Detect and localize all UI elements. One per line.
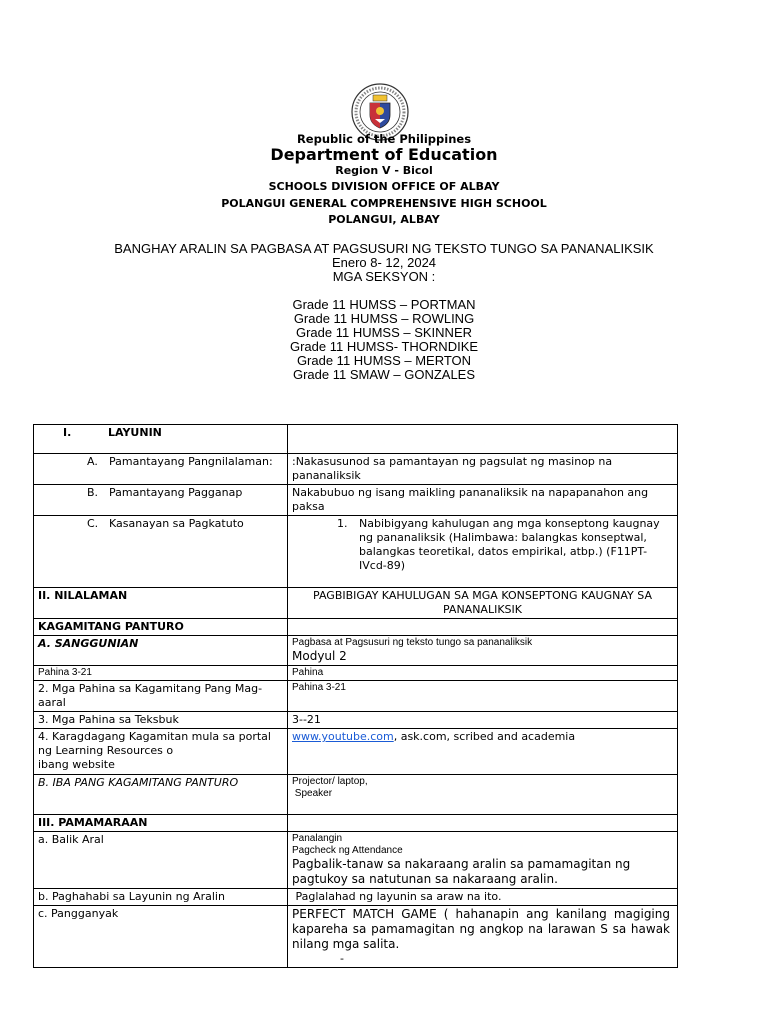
table-row: [34, 454, 678, 485]
sections-label: MGA SEKSYON :: [332, 269, 436, 284]
pamantayang-pangnilalaman-label: Pamantayang Pangnilalaman:: [109, 455, 273, 468]
youtube-link[interactable]: www.youtube.com: [292, 730, 394, 743]
table-row: [34, 712, 678, 729]
pamantayang-pangnilalaman-value: :Nakasusunod sa pamantayan ng pagsulat ng masinop na pananaliksik: [288, 454, 678, 485]
header-department: Department of Education: [270, 145, 498, 164]
table-row: [34, 425, 678, 454]
iba-pang-kagamitan-label: B. IBA PANG KAGAMITANG PANTURO: [34, 775, 288, 815]
karagdagang-kagamitan-label: 4. Karagdagang Kagamitan mula sa portal ng Learning Resources o: [38, 730, 271, 757]
row-letter: B.: [87, 486, 99, 499]
table-row: [34, 636, 678, 666]
attendance-text: Pagcheck ng Attendance: [292, 845, 403, 856]
pangganyak-label: c. Pangganyak: [34, 906, 288, 968]
section-item: Grade 11 HUMSS – ROWLING: [293, 311, 475, 326]
kasanayan-label: Kasanayan sa Pagkatuto: [109, 517, 244, 530]
header-republic: Republic of the Philippines: [296, 132, 472, 146]
competency-text: Nabibigyang kahulugan ang mga konseptong kaugnay ng pananaliksik (Halimbawa: balangkas konseptwal, balangkas teoretikal, datos empirikal, atbp.) (F11PT-IVcd-89): [359, 517, 660, 572]
header-division: SCHOOLS DIVISION OFFICE OF ALBAY: [268, 180, 500, 193]
header-region: Region V - Bicol: [335, 164, 433, 177]
sanggunian-label: A. SANGGUNIAN: [34, 636, 288, 666]
pahina-label: Pahina 3-21: [34, 666, 288, 681]
header-town: POLANGUI, ALBAY: [328, 213, 440, 226]
dash-marker: -: [340, 952, 344, 965]
kagamitang-mag-aaral-label: 2. Mga Pahina sa Kagamitang Pang Mag-aaral: [34, 681, 288, 712]
section-item: Grade 11 SMAW – GONZALES: [292, 367, 476, 382]
section-item: Grade 11 HUMSS- THORNDIKE: [289, 339, 479, 354]
pamamaraan-label: III. PAMAMARAAN: [34, 815, 288, 832]
equipment-projector: Projector/ laptop,: [292, 776, 368, 787]
pamantayang-pagganap-value: Nakabubuo ng isang maikling pananaliksik na napapanahon ang paksa: [288, 485, 678, 516]
section-item: Grade 11 HUMSS – PORTMAN: [292, 297, 476, 312]
lesson-plan-table: [33, 424, 678, 968]
section-item: Grade 11 HUMSS – MERTON: [296, 353, 472, 368]
balik-aral-label: a. Balik Aral: [34, 832, 288, 889]
table-row: [34, 516, 678, 588]
row-number: I.: [63, 426, 72, 439]
sanggunian-book: Pagbasa at Pagsusuri ng teksto tungo sa pananaliksik: [292, 637, 533, 648]
table-row: [34, 832, 678, 889]
website-list: , ask.com, scribed and academia: [393, 730, 576, 743]
table-row: [34, 619, 678, 636]
kagamitang-panturo-label: KAGAMITANG PANTURO: [34, 619, 288, 636]
pamantayang-pagganap-label: Pamantayang Pagganap: [109, 486, 243, 499]
table-row: [34, 889, 678, 906]
pahina-value: Pahina: [288, 666, 678, 681]
table-row: [34, 906, 678, 968]
table-row: [34, 729, 678, 775]
header-school: POLANGUI GENERAL COMPREHENSIVE HIGH SCHOOL: [221, 197, 547, 210]
paghahabi-label: b. Paghahabi sa Layunin ng Aralin: [34, 889, 288, 906]
balik-aral-value: Pagbalik-tanaw sa nakaraang aralin sa pamamagitan ng pagtukoy sa natutunan sa nakaraang aralin.: [292, 857, 631, 886]
panalangin-text: Panalangin: [292, 833, 343, 844]
teksbuk-label: 3. Mga Pahina sa Teksbuk: [34, 712, 288, 729]
competency-number: 1.: [337, 517, 348, 530]
layunin-heading: LAYUNIN: [108, 426, 162, 439]
teksbuk-value: 3--21: [288, 712, 678, 729]
table-row: [34, 775, 678, 815]
table-row: [34, 815, 678, 832]
kagamitang-mag-aaral-value: Pahina 3-21: [288, 681, 678, 712]
lesson-plan-title: BANGHAY ARALIN SA PAGBASA AT PAGSUSURI NG TEKSTO TUNGO SA PANANALIKSIK: [114, 241, 654, 256]
sanggunian-module: Modyul 2: [292, 649, 347, 663]
paghahabi-value: Paglalahad ng layunin sa araw na ito.: [288, 889, 678, 906]
table-row: [34, 666, 678, 681]
nilalaman-value: PAGBIBIGAY KAHULUGAN SA MGA KONSEPTONG KAUGNAY SA PANANALIKSIK: [288, 588, 678, 619]
table-row: [34, 588, 678, 619]
lesson-date: Enero 8- 12, 2024: [331, 255, 437, 270]
pangganyak-value: PERFECT MATCH GAME ( hahanapin ang kanilang magiging kapareha sa pamamagitan ng angkop na larawan S sa hawak nilang mga salita.: [292, 907, 670, 951]
row-letter: A.: [87, 455, 98, 468]
karagdagang-kagamitan-label-cont: ibang website: [38, 758, 115, 771]
table-row: [34, 681, 678, 712]
equipment-speaker: Speaker: [292, 788, 333, 799]
row-letter: C.: [87, 517, 99, 530]
section-item: Grade 11 HUMSS – SKINNER: [295, 325, 473, 340]
table-row: [34, 485, 678, 516]
nilalaman-label: II. NILALAMAN: [34, 588, 288, 619]
